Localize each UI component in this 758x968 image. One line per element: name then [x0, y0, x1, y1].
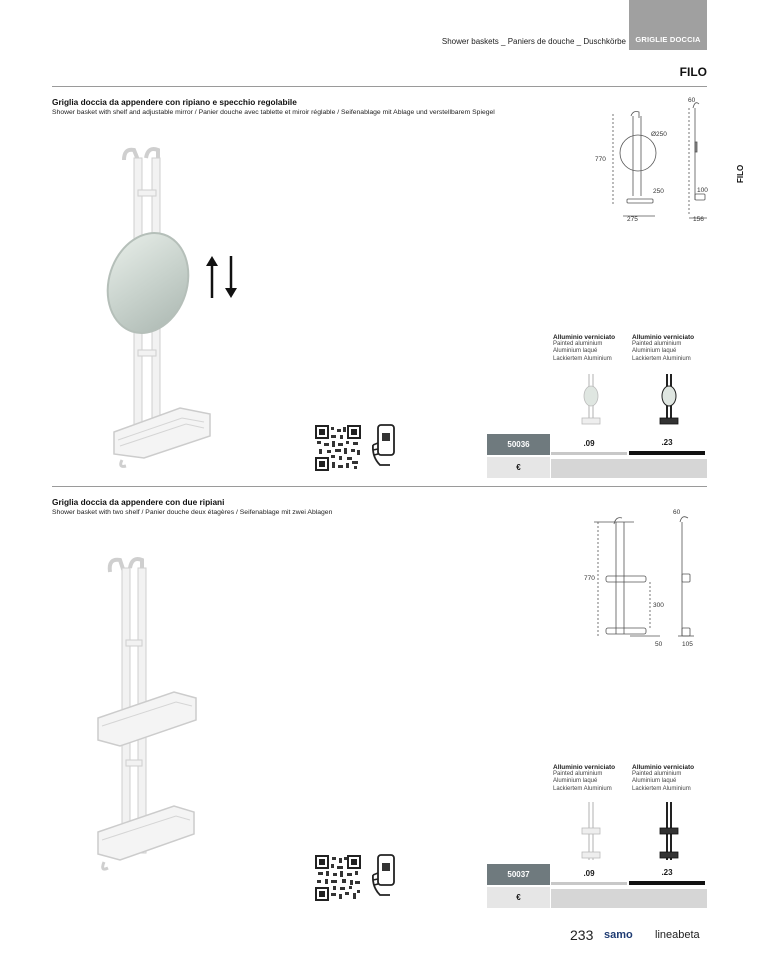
finish-title: Alluminio verniciato	[553, 764, 616, 771]
dim-top: 60	[673, 509, 681, 516]
finish-code-white[interactable]: .09	[551, 864, 627, 885]
section-divider-middle	[52, 486, 707, 487]
product-2-image	[90, 550, 200, 875]
product-2-technical-drawing	[590, 512, 710, 652]
product-1-image	[100, 140, 230, 475]
dim-width: 275	[627, 216, 638, 223]
finish-line: Aluminium laqué	[632, 778, 677, 785]
phone-scan-icon	[370, 423, 398, 467]
finish-thumb-white	[578, 372, 604, 428]
finish-1b	[632, 334, 694, 363]
finish-line: Painted aluminium	[553, 771, 603, 778]
collection-title: FILO	[679, 65, 707, 79]
side-collection-label: FILO	[736, 164, 745, 183]
finish-line: Aluminium laqué	[632, 348, 677, 355]
finish-line: Painted aluminium	[553, 341, 603, 348]
finish-line: Lackiertem Aluminium	[553, 785, 612, 792]
finish-line: Painted aluminium	[632, 341, 682, 348]
dim-mirror-width: 250	[653, 188, 664, 195]
dim-diameter: Ø250	[651, 131, 667, 138]
finish-thumb-black	[656, 800, 682, 864]
finish-thumb-black	[656, 372, 682, 428]
product-1-technical-drawing	[595, 96, 715, 231]
dim-full-depth: 156	[693, 216, 704, 223]
dim-depth: 105	[682, 641, 693, 648]
finish-code-black[interactable]: .23	[629, 434, 705, 455]
finish-line: Lackiertem Aluminium	[632, 785, 691, 792]
product-1-title: Griglia doccia da appendere con ripiano e specchio regolabile	[52, 97, 297, 107]
product-code: 50036	[487, 434, 550, 455]
brand-logo: samo	[604, 929, 633, 941]
dim-bottom: 50	[655, 641, 663, 648]
dim-height: 770	[595, 156, 606, 163]
finish-line: Lackiertem Aluminium	[632, 355, 691, 362]
finish-1a	[553, 334, 615, 363]
category-label: GRIGLIE DOCCIA	[635, 35, 701, 44]
price-field	[551, 889, 707, 908]
dim-depth: 100	[697, 187, 708, 194]
phone-scan-icon	[370, 853, 398, 897]
finish-line: Lackiertem Aluminium	[553, 355, 612, 362]
finish-line: Aluminium laqué	[553, 778, 598, 785]
finish-title: Alluminio verniciato	[632, 764, 695, 771]
dim-height: 770	[584, 575, 595, 582]
finish-code-black[interactable]: .23	[629, 864, 705, 885]
finish-line: Painted aluminium	[632, 771, 682, 778]
adjust-arrows-icon	[203, 254, 239, 300]
currency-label: €	[487, 887, 550, 908]
dim-top: 60	[688, 97, 696, 104]
finish-2b	[632, 764, 694, 793]
finish-title: Alluminio verniciato	[632, 334, 695, 341]
qr-code[interactable]	[315, 855, 361, 901]
product-1-subtitle: Shower basket with shelf and adjustable mirror / Panier douche avec tablette et miroir réglable / Seifenablage mit Ablage und verstellbarem Spiegel	[52, 109, 495, 116]
section-divider-top	[52, 86, 707, 87]
finish-title: Alluminio verniciato	[553, 334, 616, 341]
qr-code[interactable]	[315, 425, 361, 471]
price-field	[551, 459, 707, 478]
product-2-subtitle: Shower basket with two shelf / Panier douche deux étagères / Seifenablage mit zwei Ablagen	[52, 509, 333, 516]
product-line-name: lineabeta	[655, 929, 700, 941]
dim-spacing: 300	[653, 602, 664, 609]
product-2-title: Griglia doccia da appendere con due ripiani	[52, 497, 225, 507]
currency-label: €	[487, 457, 550, 478]
finish-code-white[interactable]: .09	[551, 434, 627, 455]
product-code: 50037	[487, 864, 550, 885]
finish-line: Aluminium laqué	[553, 348, 598, 355]
finish-2a	[553, 764, 615, 793]
page-number: 233	[570, 927, 594, 943]
finish-thumb-white	[578, 800, 604, 864]
breadcrumb: Shower baskets _ Paniers de douche _ Duschkörbe	[441, 37, 626, 46]
category-tab[interactable]	[629, 0, 707, 50]
